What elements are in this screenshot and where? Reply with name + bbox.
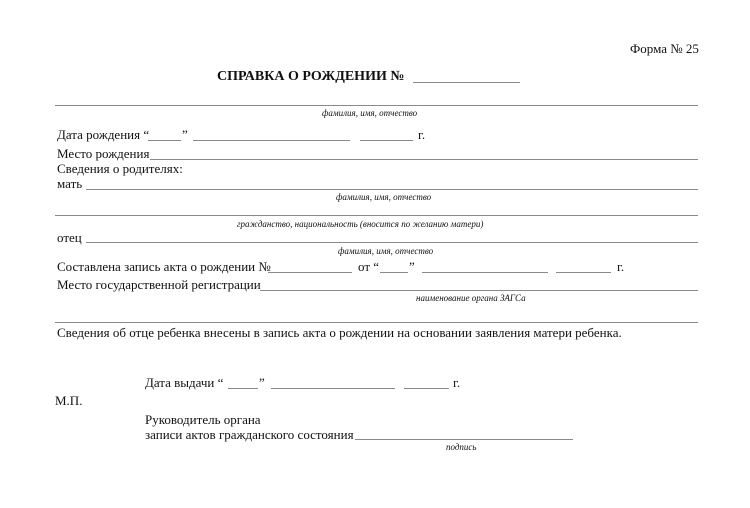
father-label: отец [57, 230, 82, 245]
issue-date-label: Дата выдачи “ [145, 375, 224, 390]
mother-name-caption: фамилия, имя, отчество [336, 192, 432, 202]
act-record-from: от “ [358, 259, 380, 274]
signature-line[interactable] [355, 439, 573, 440]
issue-month-line[interactable] [271, 388, 395, 389]
birth-place-line[interactable] [150, 159, 698, 160]
issue-date-quote-close: ” [259, 375, 265, 390]
act-record-label: Составлена запись акта о рождении № [57, 259, 271, 274]
act-record-day-line[interactable] [380, 272, 408, 273]
registration-place-line[interactable] [260, 290, 698, 291]
parents-info-label: Сведения о родителях: [57, 161, 183, 176]
birth-year-suffix: г. [418, 127, 426, 142]
registration-place-label: Место государственной регистрации [57, 277, 261, 292]
citizenship-caption: гражданство, национальность (вносится по желанию матери) [237, 219, 484, 229]
issue-year-line[interactable] [404, 388, 449, 389]
birth-date-quote-close: ” [182, 127, 188, 142]
document-title: СПРАВКА О РОЖДЕНИИ № [217, 69, 405, 84]
act-record-quote-close: ” [409, 259, 415, 274]
registry-office-caption: наименование органа ЗАГСа [416, 293, 526, 303]
act-record-number-line[interactable] [268, 272, 352, 273]
head-title-line2: записи актов гражданского состояния [145, 427, 354, 442]
act-record-month-line[interactable] [422, 272, 548, 273]
head-title-line1: Руководитель органа [145, 412, 261, 427]
father-name-line[interactable] [86, 242, 698, 243]
act-record-year-suffix: г. [617, 259, 625, 274]
seal-mark: М.П. [55, 393, 83, 408]
birth-day-line[interactable] [148, 140, 181, 141]
full-name-caption: фамилия, имя, отчество [322, 108, 418, 118]
mother-name-line[interactable] [86, 189, 698, 190]
father-info-statement: Сведения об отце ребенка внесены в запись акта о рождении на основании заявления матери ребенка. [57, 325, 622, 340]
registry-office-line[interactable] [55, 322, 698, 323]
birth-place-label: Место рождения [57, 146, 150, 161]
full-name-line[interactable] [55, 105, 698, 106]
form-number: Форма № 25 [630, 41, 699, 56]
father-name-caption: фамилия, имя, отчество [338, 246, 434, 256]
act-record-year-line[interactable] [556, 272, 611, 273]
citizenship-line[interactable] [55, 215, 698, 216]
signature-caption: подпись [446, 442, 477, 452]
issue-day-line[interactable] [228, 388, 258, 389]
issue-year-suffix: г. [453, 375, 461, 390]
birth-month-line[interactable] [193, 140, 350, 141]
birth-year-line[interactable] [360, 140, 413, 141]
birth-date-label: Дата рождения “ [57, 127, 150, 142]
mother-label: мать [57, 176, 83, 191]
certificate-number-line[interactable] [413, 82, 520, 83]
